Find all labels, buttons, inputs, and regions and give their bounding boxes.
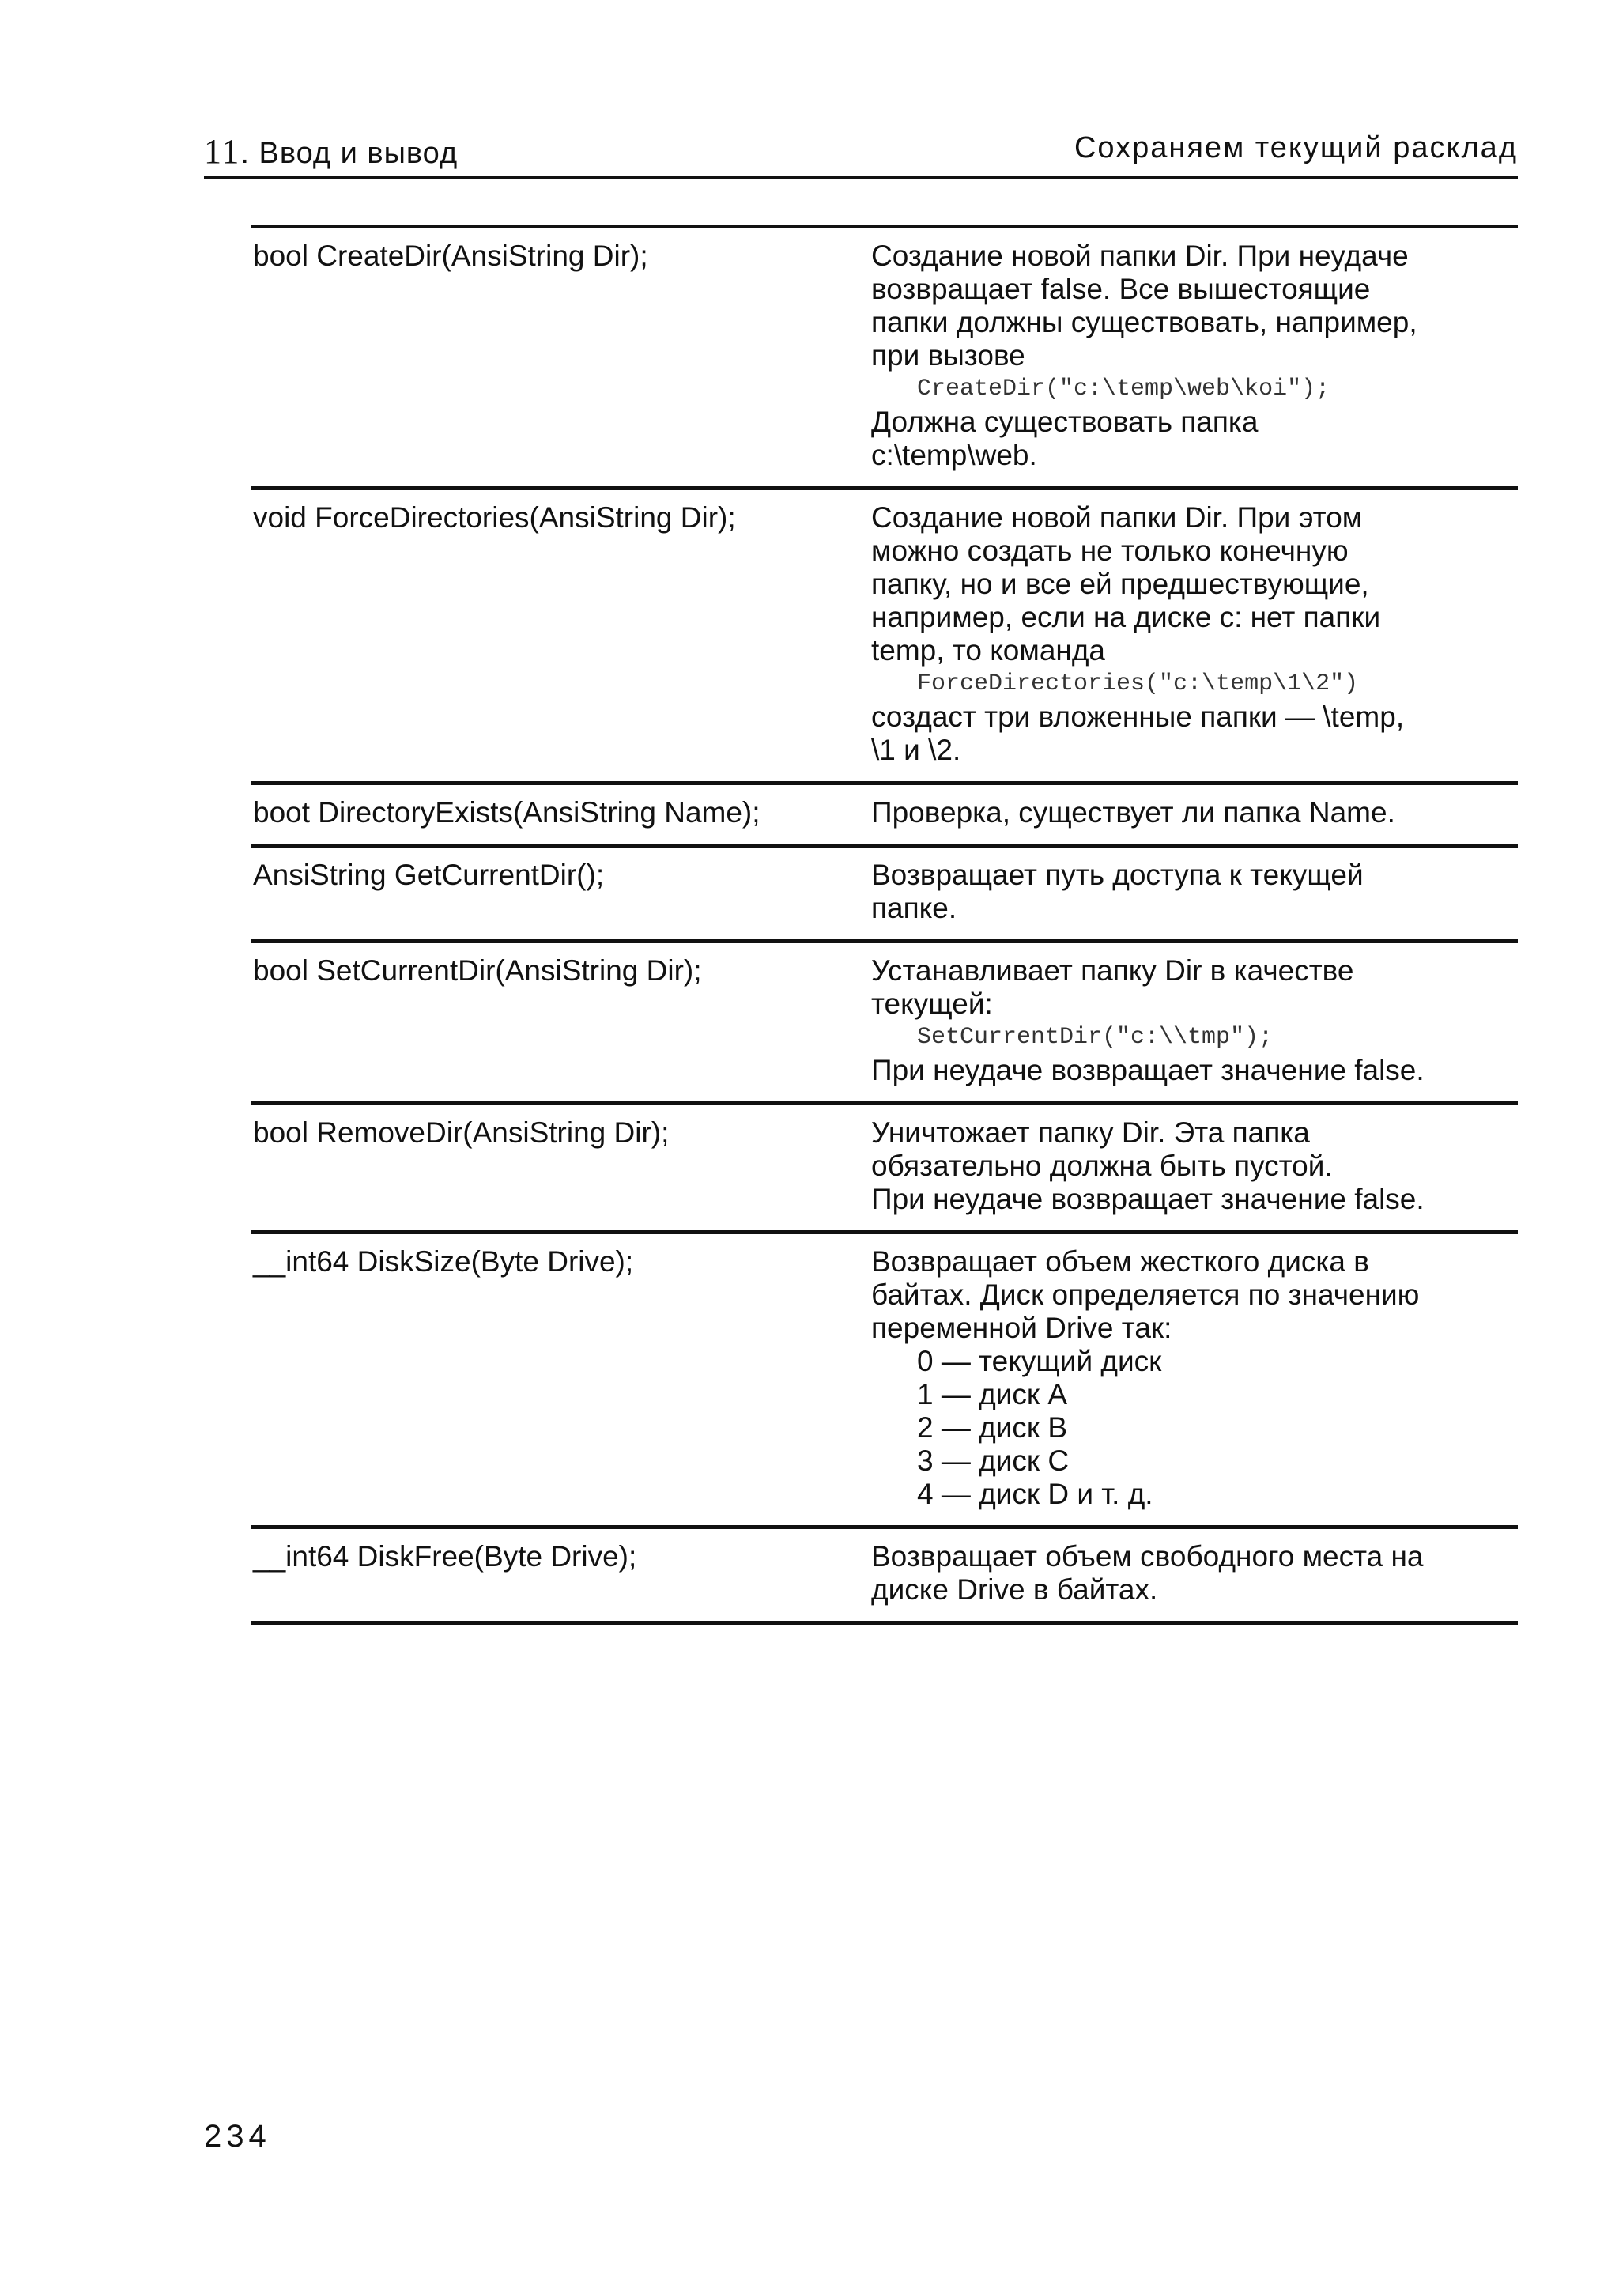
chapter-heading <box>204 131 458 172</box>
code-example: ForceDirectories("c:\temp\1\2") <box>917 670 1359 697</box>
description-line: Должна существовать папка <box>871 406 1259 438</box>
section-title: Сохраняем текущий расклад <box>1074 131 1518 164</box>
function-description <box>870 1528 1518 1623</box>
page-header <box>204 127 1518 176</box>
description-line: папке. <box>871 892 957 924</box>
description-line: Создание новой папки Dir. При этом <box>871 501 1363 534</box>
function-row <box>251 784 1518 846</box>
description-line: переменной Drive так: <box>871 1312 1172 1344</box>
function-row <box>251 846 1518 942</box>
function-row <box>251 1104 1518 1233</box>
function-signature: __int64 DiskFree(Byte Drive); <box>251 1528 870 1623</box>
function-signature: bool SetCurrentDir(AnsiString Dir); <box>251 942 870 1104</box>
description-line: можно создать не только конечную <box>871 534 1349 567</box>
function-signature: void ForceDirectories(AnsiString Dir); <box>251 489 870 784</box>
function-signature: AnsiString GetCurrentDir(); <box>251 846 870 942</box>
description-line: c:\temp\web. <box>871 439 1037 471</box>
code-example: SetCurrentDir("c:\\tmp"); <box>917 1024 1274 1051</box>
description-line: текущей: <box>871 988 993 1020</box>
function-row <box>251 1233 1518 1528</box>
description-line: \1 и \2. <box>871 734 961 766</box>
drive-list-item: 0 — текущий диск <box>917 1345 1162 1377</box>
function-row <box>251 489 1518 784</box>
description-line: при вызове <box>871 339 1025 372</box>
description-line: папку, но и все ей предшествующие, <box>871 568 1369 600</box>
description-line: Создание новой папки Dir. При неудаче <box>871 240 1409 272</box>
function-signature: bool RemoveDir(AnsiString Dir); <box>251 1104 870 1233</box>
description-line: temp, то команда <box>871 634 1105 667</box>
description-line: байтах. Диск определяется по значению <box>871 1278 1420 1311</box>
function-signature: boot DirectoryExists(AnsiString Name); <box>251 784 870 846</box>
description-line: Возвращает объем свободного места на <box>871 1540 1424 1573</box>
function-description <box>870 784 1518 846</box>
description-line: При неудаче возвращает значение false. <box>871 1054 1425 1086</box>
function-description <box>870 489 1518 784</box>
chapter-number: 11 <box>204 132 241 171</box>
description-line: Проверка, существует ли папка Name. <box>871 796 1395 829</box>
function-table <box>251 225 1518 1625</box>
function-description <box>870 1233 1518 1528</box>
function-table-body <box>251 227 1518 1623</box>
description-line: Возвращает путь доступа к текущей <box>871 859 1364 891</box>
description-line: диске Drive в байтах. <box>871 1573 1158 1606</box>
function-description <box>870 846 1518 942</box>
function-row <box>251 942 1518 1104</box>
drive-list-item: 3 — диск С <box>917 1444 1070 1477</box>
drive-list-item: 1 — диск А <box>917 1378 1068 1410</box>
function-description <box>870 942 1518 1104</box>
description-line: папки должны существовать, например, <box>871 306 1417 338</box>
drive-list-item: 4 — диск D и т. д. <box>917 1478 1153 1510</box>
page-number: 234 <box>204 2119 271 2154</box>
function-row <box>251 1528 1518 1623</box>
description-line: Устанавливает папку Dir в качестве <box>871 954 1354 987</box>
description-line: создаст три вложенные папки — \temp, <box>871 701 1405 733</box>
code-example: CreateDir("c:\temp\web\koi"); <box>917 376 1330 402</box>
description-line: например, если на диске с: нет папки <box>871 601 1381 633</box>
description-line: обязательно должна быть пустой. <box>871 1150 1333 1182</box>
function-signature: __int64 DiskSize(Byte Drive); <box>251 1233 870 1528</box>
description-line: При неудаче возвращает значение false. <box>871 1183 1425 1215</box>
function-signature: bool CreateDir(AnsiString Dir); <box>251 227 870 489</box>
function-description <box>870 1104 1518 1233</box>
header-rule <box>204 176 1518 179</box>
chapter-title: . Ввод и вывод <box>240 137 459 170</box>
function-description <box>870 227 1518 489</box>
description-line: Возвращает объем жесткого диска в <box>871 1245 1369 1278</box>
description-line: возвращает false. Все вышестоящие <box>871 273 1371 305</box>
description-line: Уничтожает папку Dir. Эта папка <box>871 1116 1310 1149</box>
drive-list-item: 2 — диск В <box>917 1411 1068 1444</box>
function-row <box>251 227 1518 489</box>
